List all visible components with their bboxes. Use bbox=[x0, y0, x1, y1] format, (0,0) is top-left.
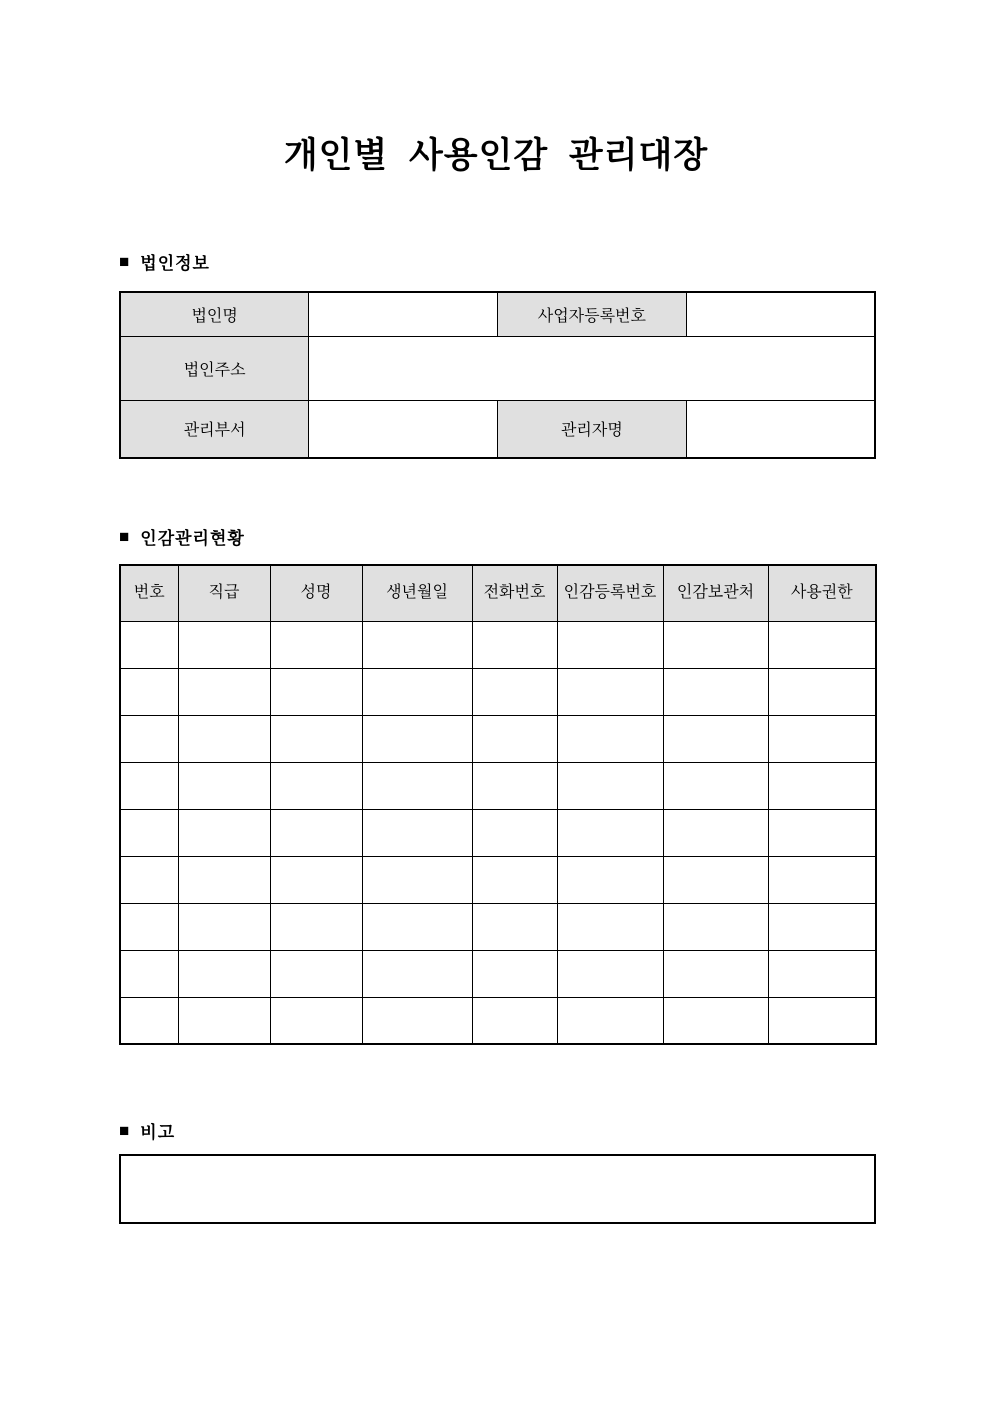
mgmt-dept-value bbox=[309, 400, 498, 458]
seal-table-empty-cell bbox=[472, 903, 557, 950]
seal-table-empty-cell bbox=[270, 903, 362, 950]
seal-table-empty-cell bbox=[663, 621, 768, 668]
seal-table-empty-cell bbox=[557, 856, 663, 903]
seal-table-empty-cell bbox=[362, 621, 472, 668]
seal-table-empty-cell bbox=[178, 762, 270, 809]
square-bullet-icon: ■ bbox=[119, 527, 131, 546]
seal-col-seal-reg-no: 인감등록번호 bbox=[557, 565, 663, 621]
seal-table-empty-cell bbox=[270, 809, 362, 856]
seal-table-empty-cell bbox=[557, 950, 663, 997]
corporate-info-table bbox=[119, 291, 876, 459]
corp-table-row-3 bbox=[120, 400, 875, 458]
seal-table-empty-cell bbox=[663, 715, 768, 762]
mgmt-dept-label: 관리부서 bbox=[120, 400, 309, 458]
seal-table-empty-cell bbox=[270, 715, 362, 762]
section-heading-corporate-label: 법인정보 bbox=[140, 254, 210, 273]
manager-name-value bbox=[686, 400, 875, 458]
manager-name-label: 관리자명 bbox=[498, 400, 687, 458]
seal-col-usage-authority: 사용권한 bbox=[768, 565, 876, 621]
seal-table-empty-row bbox=[120, 809, 876, 856]
seal-table-empty-cell bbox=[472, 997, 557, 1044]
seal-table-empty-cell bbox=[120, 809, 178, 856]
seal-col-name: 성명 bbox=[270, 565, 362, 621]
corp-address-value bbox=[309, 336, 875, 400]
seal-table-empty-cell bbox=[362, 950, 472, 997]
seal-table-empty-cell bbox=[178, 950, 270, 997]
seal-table-empty-cell bbox=[270, 950, 362, 997]
seal-table-empty-cell bbox=[663, 997, 768, 1044]
seal-table-empty-cell bbox=[362, 762, 472, 809]
square-bullet-icon: ■ bbox=[119, 1121, 131, 1140]
seal-table-empty-cell bbox=[270, 668, 362, 715]
seal-table-empty-cell bbox=[557, 621, 663, 668]
seal-col-position: 직급 bbox=[178, 565, 270, 621]
seal-table-empty-cell bbox=[120, 950, 178, 997]
section-heading-seal-status bbox=[119, 524, 245, 549]
seal-table-empty-cell bbox=[768, 950, 876, 997]
seal-table-empty-cell bbox=[270, 762, 362, 809]
section-heading-seal-status-label: 인감관리현황 bbox=[140, 529, 245, 548]
seal-table-empty-cell bbox=[557, 903, 663, 950]
seal-table-empty-cell bbox=[120, 621, 178, 668]
corp-name-label: 법인명 bbox=[120, 292, 309, 336]
seal-table-empty-cell bbox=[768, 762, 876, 809]
seal-table-empty-row bbox=[120, 856, 876, 903]
seal-table-empty-cell bbox=[362, 903, 472, 950]
seal-table-empty-cell bbox=[768, 856, 876, 903]
seal-table-empty-cell bbox=[270, 856, 362, 903]
seal-col-number: 번호 bbox=[120, 565, 178, 621]
biz-reg-no-label: 사업자등록번호 bbox=[498, 292, 687, 336]
document-title: 개인별 사용인감 관리대장 bbox=[283, 136, 709, 175]
seal-table-empty-cell bbox=[557, 762, 663, 809]
seal-col-birthdate: 생년월일 bbox=[362, 565, 472, 621]
corp-table-row-1 bbox=[120, 292, 875, 336]
seal-table-empty-cell bbox=[120, 856, 178, 903]
seal-table-empty-cell bbox=[663, 856, 768, 903]
seal-table-empty-cell bbox=[472, 621, 557, 668]
seal-table-empty-cell bbox=[472, 950, 557, 997]
seal-table-empty-cell bbox=[362, 668, 472, 715]
seal-table-empty-cell bbox=[557, 668, 663, 715]
seal-table-empty-cell bbox=[768, 809, 876, 856]
square-bullet-icon: ■ bbox=[119, 252, 131, 271]
section-heading-remarks-label: 비고 bbox=[140, 1123, 176, 1142]
seal-table-empty-cell bbox=[270, 997, 362, 1044]
seal-table-empty-cell bbox=[472, 715, 557, 762]
seal-table-empty-cell bbox=[472, 856, 557, 903]
seal-table-empty-row bbox=[120, 762, 876, 809]
seal-table-empty-row bbox=[120, 997, 876, 1044]
seal-table-empty-cell bbox=[663, 668, 768, 715]
seal-table-empty-row bbox=[120, 950, 876, 997]
seal-col-phone: 전화번호 bbox=[472, 565, 557, 621]
seal-col-seal-storage: 인감보관처 bbox=[663, 565, 768, 621]
seal-table-empty-cell bbox=[270, 621, 362, 668]
remarks-box bbox=[119, 1154, 876, 1224]
section-heading-corporate bbox=[119, 249, 210, 274]
seal-table-empty-cell bbox=[768, 997, 876, 1044]
seal-status-table bbox=[119, 564, 877, 1045]
seal-table-empty-cell bbox=[472, 668, 557, 715]
seal-table-empty-cell bbox=[557, 715, 663, 762]
seal-table-empty-cell bbox=[178, 715, 270, 762]
biz-reg-no-value bbox=[686, 292, 875, 336]
section-heading-remarks bbox=[119, 1118, 175, 1143]
seal-table-empty-cell bbox=[663, 762, 768, 809]
seal-table-body bbox=[120, 621, 876, 1044]
seal-table-empty-cell bbox=[120, 668, 178, 715]
seal-table-empty-cell bbox=[120, 715, 178, 762]
seal-table-empty-cell bbox=[120, 762, 178, 809]
seal-table-empty-cell bbox=[362, 715, 472, 762]
seal-table-empty-row bbox=[120, 903, 876, 950]
corp-table-row-2 bbox=[120, 336, 875, 400]
seal-table-empty-row bbox=[120, 668, 876, 715]
seal-table-empty-cell bbox=[362, 856, 472, 903]
seal-table-empty-cell bbox=[178, 903, 270, 950]
seal-table-empty-cell bbox=[178, 997, 270, 1044]
seal-table-empty-cell bbox=[120, 997, 178, 1044]
seal-table-empty-row bbox=[120, 621, 876, 668]
seal-table-empty-cell bbox=[362, 997, 472, 1044]
seal-table-empty-cell bbox=[557, 809, 663, 856]
seal-table-header-row bbox=[120, 565, 876, 621]
seal-table-empty-cell bbox=[178, 668, 270, 715]
seal-table-empty-cell bbox=[768, 903, 876, 950]
seal-table-empty-cell bbox=[557, 997, 663, 1044]
seal-table-empty-cell bbox=[178, 621, 270, 668]
seal-table-empty-row bbox=[120, 715, 876, 762]
corp-address-label: 법인주소 bbox=[120, 336, 309, 400]
seal-table-empty-cell bbox=[663, 903, 768, 950]
seal-table-empty-cell bbox=[663, 950, 768, 997]
seal-table-empty-cell bbox=[472, 762, 557, 809]
seal-table-empty-cell bbox=[768, 715, 876, 762]
seal-table-empty-cell bbox=[472, 809, 557, 856]
seal-table-empty-cell bbox=[120, 903, 178, 950]
seal-table-empty-cell bbox=[178, 809, 270, 856]
seal-table-empty-cell bbox=[178, 856, 270, 903]
seal-table-empty-cell bbox=[663, 809, 768, 856]
seal-table-empty-cell bbox=[362, 809, 472, 856]
seal-table-empty-cell bbox=[768, 621, 876, 668]
corp-name-value bbox=[309, 292, 498, 336]
seal-table-empty-cell bbox=[768, 668, 876, 715]
